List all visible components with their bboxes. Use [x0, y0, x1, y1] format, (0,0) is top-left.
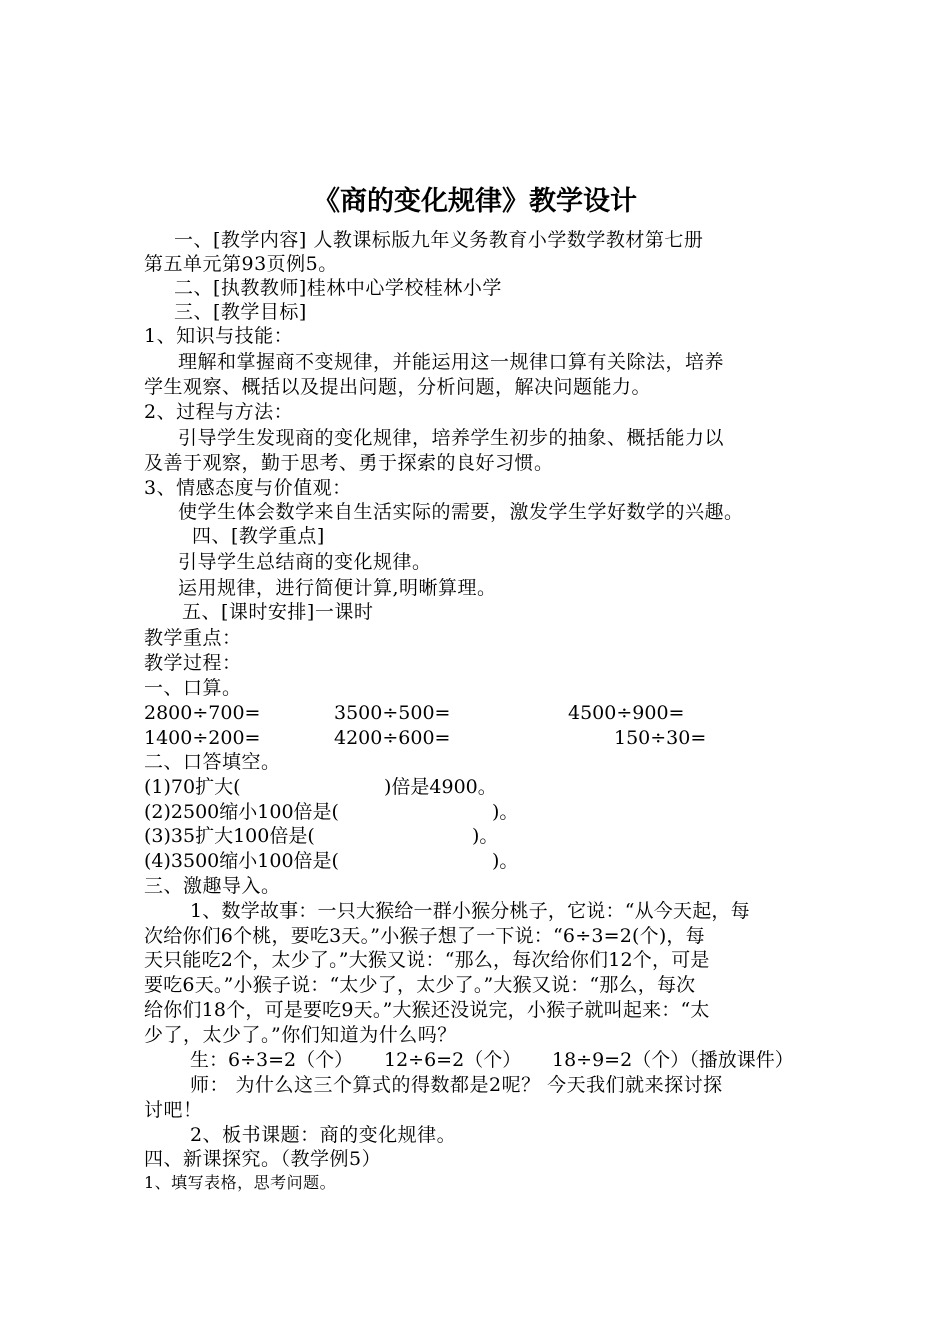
fill-question-text: (3)35扩大100倍是(	[144, 825, 315, 847]
objective-process-heading: 2、过程与方法：	[144, 401, 294, 423]
teaching-focus-label: 教学重点：	[144, 627, 242, 649]
section-schedule: 五、[课时安排]一课时	[182, 601, 374, 623]
fill-question-text: (2)2500缩小100倍是(	[144, 801, 339, 823]
objective-attitude-heading: 3、情感态度与价值观：	[144, 477, 352, 499]
task-fill-table: 1、填写表格，思考问题。	[144, 1173, 337, 1192]
objective-process-text: 引导学生发现商的变化规律，培养学生初步的抽象、概括能力以	[178, 427, 725, 449]
story-line: 天只能吃2个，太少了。”大猴又说：“那么，每次给你们12个，可是	[144, 949, 710, 971]
fill-question-text: )。	[492, 850, 519, 872]
teacher-question: 师： 为什么这三个算式的得数都是2呢？ 今天我们就来探讨探	[190, 1074, 723, 1096]
fill-question-text: )。	[472, 825, 499, 847]
story-line: 1、数学故事：一只大猴给一群小猴分桃子，它说：“从今天起，每	[190, 900, 750, 922]
key-point-1: 引导学生总结商的变化规律。	[178, 551, 432, 573]
section-teacher: 二、[执教教师]桂林中心学校桂林小学	[174, 277, 502, 299]
oral-calc-item: 3500÷500=	[334, 702, 451, 724]
story-line: 给你们18个，可是要吃9天。”大猴还没说完，小猴子就叫起来：“太	[144, 999, 710, 1021]
section-key-points: 四、[教学重点]	[192, 525, 325, 547]
key-point-2: 运用规律，进行简便计算,明晰算理。	[178, 577, 497, 599]
board-title-line: 2、板书课题：商的变化规律。	[190, 1124, 457, 1146]
teaching-process-label: 教学过程：	[144, 652, 242, 674]
teacher-question-cont: 讨吧！	[144, 1099, 203, 1121]
section-objectives: 三、[教学目标]	[174, 301, 307, 323]
objective-knowledge-text-cont: 学生观察、概括以及提出问题，分析问题，解决问题能力。	[144, 376, 652, 398]
oral-calc-item: 150÷30=	[614, 727, 707, 749]
fill-question-text: (1)70扩大(	[144, 776, 241, 798]
objective-knowledge-text: 理解和掌握商不变规律，并能运用这一规律口算有关除法，培养	[178, 351, 725, 373]
student-answer: 生：6÷3=2（个）	[190, 1049, 354, 1071]
step-intro-heading: 三、激趣导入。	[144, 875, 281, 897]
objective-knowledge-heading: 1、知识与技能：	[144, 325, 294, 347]
objective-attitude-text: 使学生体会数学来自生活实际的需要，激发学生学好数学的兴趣。	[178, 501, 744, 523]
student-answer: 12÷6=2（个）	[384, 1049, 522, 1071]
story-line: 少了，太少了。”你们知道为什么吗？	[144, 1024, 457, 1046]
oral-calc-item: 4200÷600=	[334, 727, 451, 749]
section-teaching-content-cont: 第五单元第93页例5。	[144, 253, 338, 275]
oral-calc-item: 2800÷700=	[144, 702, 261, 724]
story-line: 要吃6天。”小猴子说：“太少了，太少了。”大猴又说：“那么，每次	[144, 974, 696, 996]
oral-calc-item: 4500÷900=	[568, 702, 685, 724]
fill-question-text: )。	[492, 801, 519, 823]
step-oral-calc-heading: 一、口算。	[144, 677, 242, 699]
objective-process-text-cont: 及善于观察，勤于思考、勇于探索的良好习惯。	[144, 452, 554, 474]
story-line: 次给你们6个桃，要吃3天。”小猴子想了一下说：“6÷3=2(个)，每	[144, 925, 705, 947]
oral-calc-item: 1400÷200=	[144, 727, 261, 749]
step-new-lesson-heading: 四、新课探究。（教学例5）	[144, 1148, 382, 1170]
fill-question-text: )倍是4900。	[384, 776, 497, 798]
fill-question-text: (4)3500缩小100倍是(	[144, 850, 339, 872]
step-fill-blank-heading: 二、口答填空。	[144, 751, 281, 773]
document-title: 《商的变化规律》教学设计	[313, 186, 637, 217]
section-teaching-content: 一、[教学内容] 人教课标版九年义务教育小学数学教材第七册	[174, 229, 704, 251]
student-answer: 18÷9=2（个）（播放课件）	[552, 1049, 794, 1071]
